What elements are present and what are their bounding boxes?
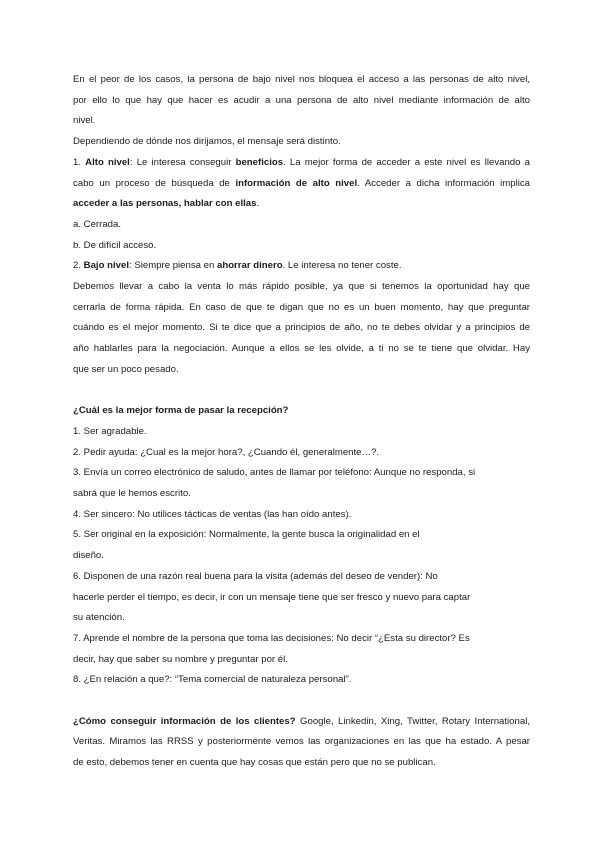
clients-line-1: ¿Cómo conseguir información de los clientes? Google, Linkedin, Xing, Twitter, Rotary International, <box>73 715 530 727</box>
clients-line-3: de esto, debemos tener en cuenta que hay cosas que están pero que no se publican. <box>73 757 436 769</box>
reception-step-5b: diseño. <box>73 550 104 562</box>
item2-para-5: que ser un poco pesado. <box>73 363 179 375</box>
item1-sub-a: a. Cerrada. <box>73 218 121 230</box>
intro-line-4: Dependiendo de dónde nos dirijamos, el mensaje será distinto. <box>73 136 341 148</box>
reception-step-8: 8. ¿En relación a que?: “Tema comercial de naturaleza personal”. <box>73 674 352 686</box>
clients-line-2: Veritas. Miramos las RRSS y posteriormente vemos las organizaciones en las que ha estado. A pesar <box>73 736 530 748</box>
reception-step-4: 4. Ser sincero: No utilices tácticas de ventas (las han oído antes). <box>73 508 352 520</box>
intro-line-3: nivel. <box>73 115 96 127</box>
reception-step-5a: 5. Ser original en la exposición: Normalmente, la gente busca la originalidad en el <box>73 529 420 541</box>
reception-step-7a: 7. Aprende el nombre de la persona que toma las decisiones: No decir “¿Esta su director? Es <box>73 632 470 644</box>
reception-step-3a: 3. Envía un correo electrónico de saludo, antes de llamar por teléfono: Aunque no responda, si <box>73 467 476 479</box>
reception-step-1: 1. Ser agradable. <box>73 425 147 437</box>
document-page <box>73 70 530 774</box>
reception-step-3b: sabrá que le hemos escrito. <box>73 488 191 500</box>
intro-line-2: por ello lo que hay que hacer es acudir a una persona de alto nivel mediante información de alto <box>73 94 530 106</box>
item2-para-4: año hablarles para la negociación. Aunque a ellos se les olvide, a ti no se te tiene que olvidar. Hay <box>73 343 530 355</box>
item2-para-2: cerrarla de forma rápida. En caso de que te digan que no es un buen momento, hay que preguntar <box>73 301 530 313</box>
reception-step-2: 2. Pedir ayuda: ¿Cual es la mejor hora?, ¿Cuando él, generalmente…?. <box>73 446 380 458</box>
item1-line-2: cabo un proceso de búsqueda de información de alto nivel. Acceder a dicha información implica <box>73 177 530 189</box>
item2-line-1: 2. Bajo nivel: Siempre piensa en ahorrar dinero. Le interesa no tener coste. <box>73 260 402 272</box>
reception-step-6b: hacerle perder el tiempo, es decir, ir con un mensaje tiene que ser fresco y nuevo para captar <box>73 591 471 603</box>
reception-step-6c: su atención. <box>73 612 125 624</box>
item1-line-3: acceder a las personas, hablar con ellas. <box>73 198 260 210</box>
item1-line-1: 1. Alto nivel: Le interesa conseguir beneficios. La mejor forma de acceder a este nivel es llevando a <box>73 156 530 168</box>
item2-para-1: Debemos llevar a cabo la venta lo más rápido posible, ya que si tenemos la oportunidad hay que <box>73 281 530 293</box>
reception-step-7b: decir, hay que saber su nombre y preguntar por él. <box>73 653 288 665</box>
spacer <box>73 381 530 402</box>
reception-step-6a: 6. Disponen de una razón real buena para la visita (además del deseo de vender): No <box>73 570 438 582</box>
item2-para-3: cuándo es el mejor momento. Si te dice que a principios de año, no te debes olvidar y a principios de <box>73 322 530 334</box>
spacer <box>73 691 530 712</box>
reception-heading: ¿Cuál es la mejor forma de pasar la recepción? <box>73 405 289 417</box>
item1-sub-b: b. De difícil acceso. <box>73 239 157 251</box>
intro-line-1: En el peor de los casos, la persona de bajo nivel nos bloquea el acceso a las personas de alto nivel, <box>73 74 530 85</box>
